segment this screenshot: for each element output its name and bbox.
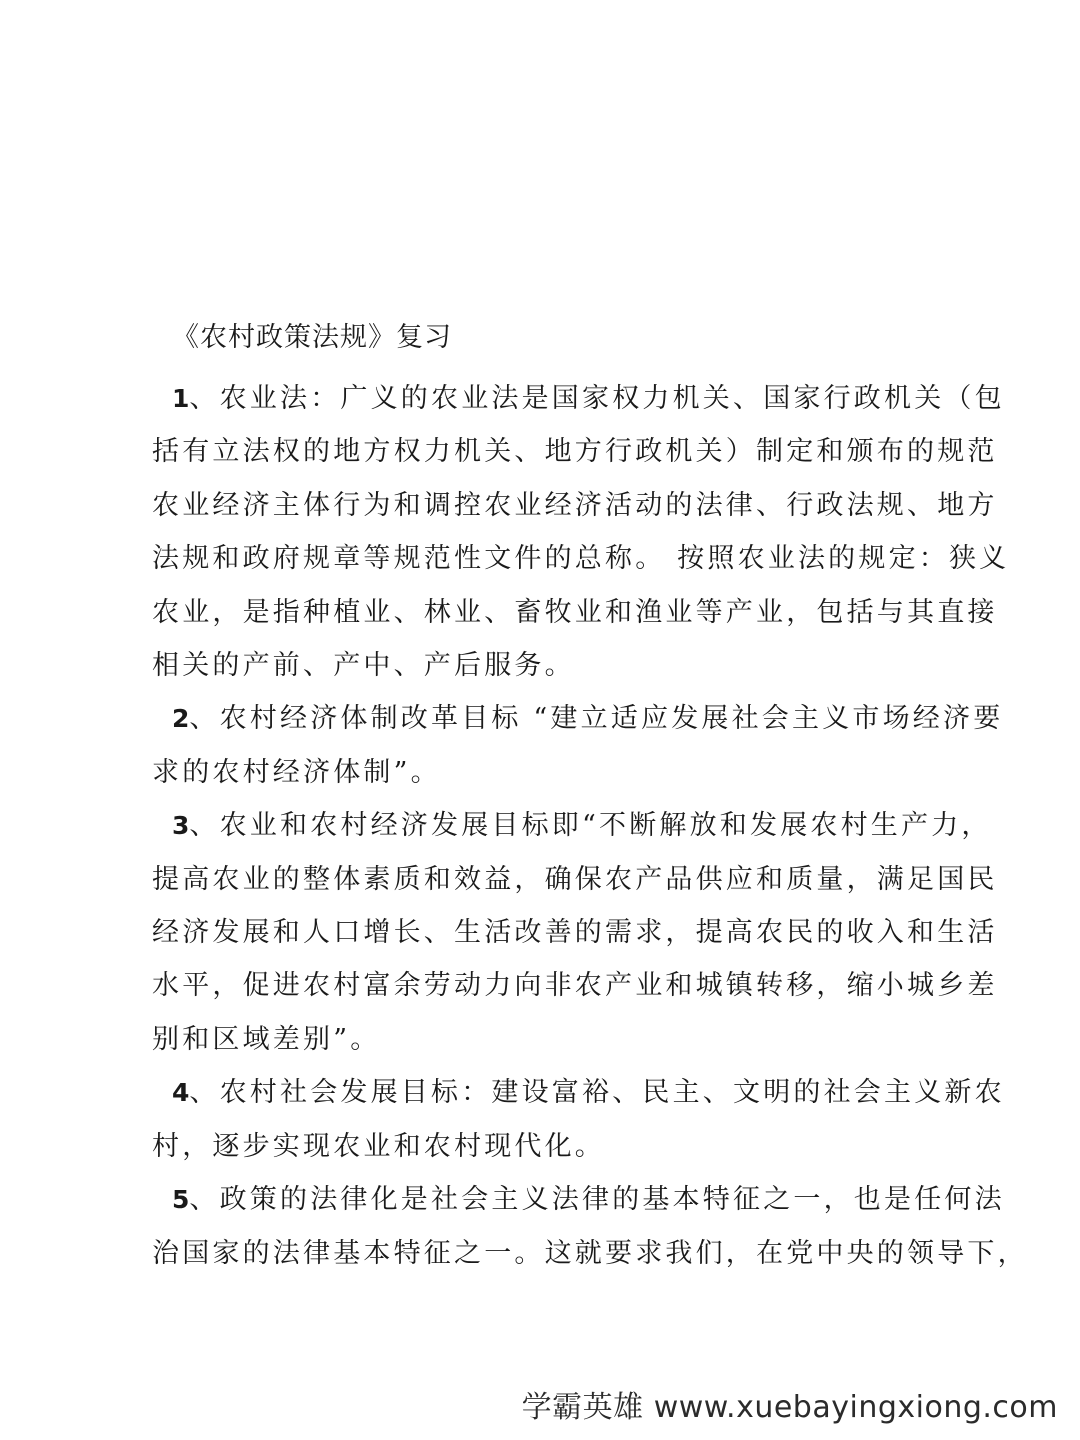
paragraph-1 [152,372,1010,692]
paragraph-number: 1 [172,384,190,413]
paragraph-line: 括有立法权的地方权力机关、地方行政机关）制定和颁布的规范 [152,436,998,468]
paragraph-line: 求的农村经济体制”。 [152,756,441,788]
paragraph-line: 法规和政府规章等规范性文件的总称。 按照农业法的规定：狭义 [152,543,1010,575]
paragraph-line: 5、政策的法律化是社会主义法律的基本特征之一，也是任何法 [172,1184,1005,1216]
document-title: 《农村政策法规》复习 [172,322,452,353]
paragraph-line: 农业经济主体行为和调控农业经济活动的法律、行政法规、地方 [152,489,998,521]
paragraph-2 [152,692,1004,799]
site-watermark: 学霸英雄 www.xuebayingxiong.com [521,1390,1058,1425]
paragraph-line: 相关的产前、产中、产后服务。 [152,650,575,682]
paragraph-5 [152,1173,1028,1280]
paragraph-number: 5 [172,1185,190,1215]
paragraph-number: 2 [172,704,190,734]
paragraph-number: 3 [172,811,190,841]
paragraph-line: 2、农村经济体制改革目标 “建立适应发展社会主义市场经济要 [172,703,1004,735]
paragraph-line: 经济发展和人口增长、生活改善的需求，提高农民的收入和生活 [152,917,998,949]
paragraph-3 [152,799,998,1066]
paragraph-line: 3、农业和农村经济发展目标即“不断解放和发展农村生产力， [172,810,992,842]
paragraph-4 [152,1066,1005,1173]
paragraph-line: 别和区域差别”。 [152,1023,381,1055]
paragraph-number: 4 [172,1078,190,1108]
document-body [152,372,1028,1280]
paragraph-line: 农业，是指种植业、林业、畜牧业和渔业等产业，包括与其直接 [152,596,998,628]
paragraph-line: 治国家的法律基本特征之一。这就要求我们，在党中央的领导下， [152,1237,1028,1269]
paragraph-line: 水平，促进农村富余劳动力向非农产业和城镇转移，缩小城乡差 [152,970,998,1002]
paragraph-line: 提高农业的整体素质和效益，确保农产品供应和质量，满足国民 [152,863,998,895]
paragraph-line: 1、农业法：广义的农业法是国家权力机关、国家行政机关（包 [172,383,1005,414]
paragraph-line: 村，逐步实现农业和农村现代化。 [152,1130,605,1162]
paragraph-line: 4、农村社会发展目标：建设富裕、民主、文明的社会主义新农 [172,1077,1005,1109]
